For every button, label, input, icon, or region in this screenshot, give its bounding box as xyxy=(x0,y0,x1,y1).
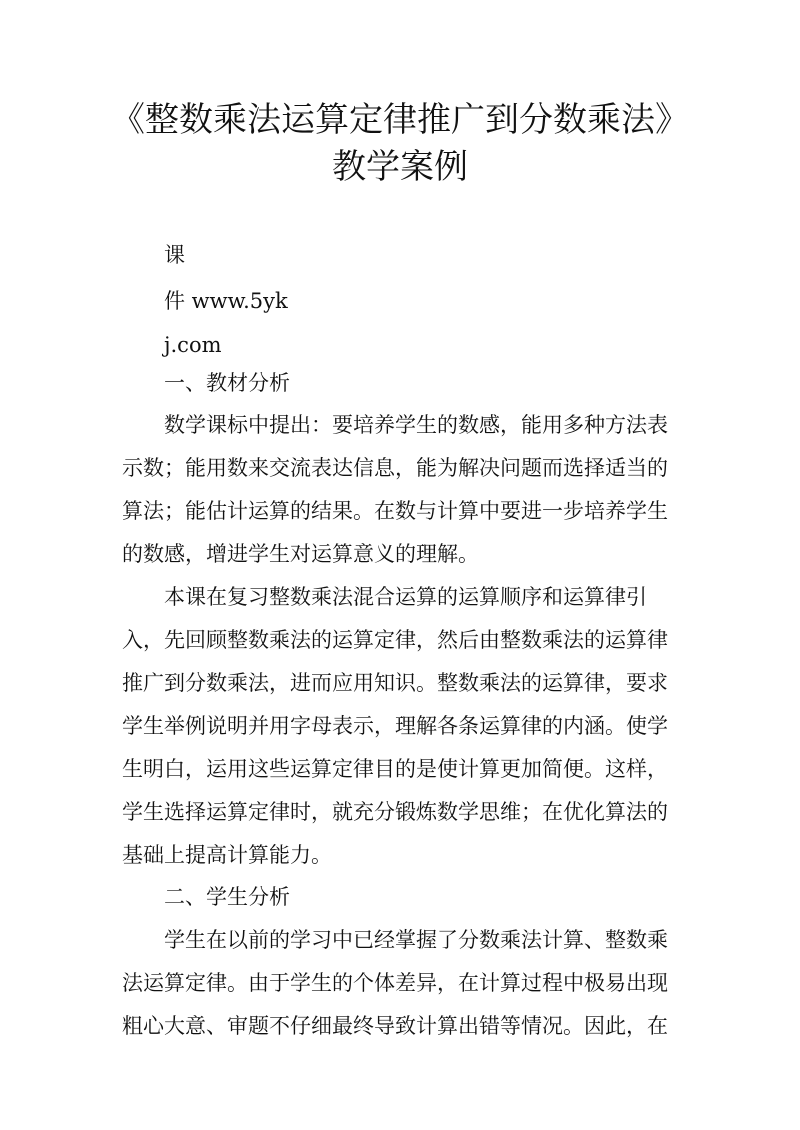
paragraph-line: 粗心大意、审题不仔细最终导致计算出错等情况。因此，在 xyxy=(122,1014,668,1038)
section-heading-2: 二、学生分析 xyxy=(164,885,290,909)
section-heading-1: 一、教材分析 xyxy=(164,371,290,395)
paragraph-line: 本课在复习整数乘法混合运算的运算顺序和运算律引 xyxy=(164,585,647,609)
paragraph-line: 学生举例说明并用字母表示，理解各条运算律的内涵。使学 xyxy=(122,714,668,738)
paragraph-line: 生明白，运用这些运算定律目的是使计算更加简便。这样， xyxy=(122,757,668,781)
paragraph-line: 基础上提高计算能力。 xyxy=(122,843,332,867)
paragraph-line: 数学课标中提出：要培养学生的数感，能用多种方法表 xyxy=(164,413,668,437)
paragraph-line: 入，先回顾整数乘法的运算定律，然后由整数乘法的运算律 xyxy=(122,628,668,652)
paragraph-line: 示数；能用数来交流表达信息，能为解决问题而选择适当的 xyxy=(122,456,668,480)
document-title-line-2: 教学案例 xyxy=(332,147,468,187)
intro-line: j.com xyxy=(164,333,222,357)
paragraph-line: 算法；能估计运算的结果。在数与计算中要进一步培养学生 xyxy=(122,499,668,523)
paragraph-line: 推广到分数乘法，进而应用知识。整数乘法的运算律，要求 xyxy=(122,671,668,695)
paragraph-line: 学生选择运算定律时，就充分锻炼数学思维；在优化算法的 xyxy=(122,800,668,824)
intro-line: 课 xyxy=(164,243,185,267)
document-title-line-1: 《整数乘法运算定律推广到分数乘法》 xyxy=(111,100,689,140)
paragraph-line: 的数感，增进学生对运算意义的理解。 xyxy=(122,542,479,566)
intro-line: 件 www.5yk xyxy=(164,289,288,313)
paragraph-line: 学生在以前的学习中已经掌握了分数乘法计算、整数乘 xyxy=(164,928,668,952)
paragraph-line: 法运算定律。由于学生的个体差异，在计算过程中极易出现 xyxy=(122,971,668,995)
